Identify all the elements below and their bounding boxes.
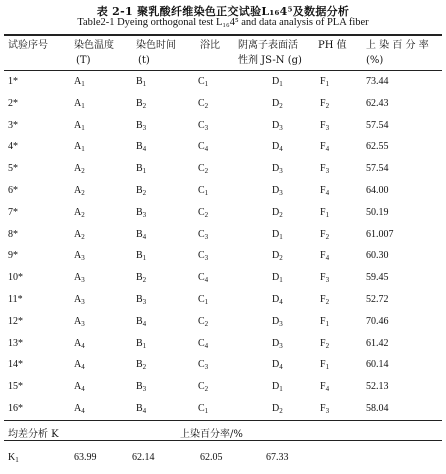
header-dye-time: 染色时间	[136, 40, 176, 51]
header-uptake: 上 染 百 分 率	[366, 40, 429, 51]
factor-a-level: $A_2$	[74, 207, 85, 219]
factor-f-level: $F_1$	[320, 359, 330, 371]
uptake-value: 62.43	[366, 98, 389, 109]
factor-b-level: $B_4$	[136, 141, 147, 153]
factor-a-level: $A_4$	[74, 381, 85, 393]
factor-f-level: $F_4$	[320, 250, 330, 262]
factor-a-level: $A_1$	[74, 76, 85, 88]
body-bottom-rule	[4, 420, 442, 421]
factor-d-level: $D_3$	[272, 338, 283, 350]
factor-a-level: $A_1$	[74, 98, 85, 110]
factor-b-level: $B_3$	[136, 381, 147, 393]
factor-f-level: $F_4$	[320, 141, 330, 153]
factor-b-level: $B_3$	[136, 207, 147, 219]
factor-c-level: $C_4$	[198, 272, 209, 284]
factor-d-level: $D_1$	[272, 381, 283, 393]
factor-d-level: $D_4$	[272, 141, 283, 153]
factor-f-level: $F_4$	[320, 381, 330, 393]
trial-number: 9*	[8, 250, 18, 261]
factor-d-level: $D_3$	[272, 163, 283, 175]
trial-number: 3*	[8, 120, 18, 131]
header-rule	[4, 70, 442, 71]
factor-f-level: $F_1$	[320, 316, 330, 328]
table-title-chinese: 表 2-1 聚乳酸纤维染色正交试验L₁₆4⁵及数据分析	[96, 5, 350, 18]
factor-c-level: $C_1$	[198, 294, 209, 306]
factor-c-level: $C_2$	[198, 316, 209, 328]
factor-a-level: $A_4$	[74, 359, 85, 371]
factor-d-level: $D_2$	[272, 403, 283, 415]
trial-number: 12*	[8, 316, 23, 327]
uptake-value: 70.46	[366, 316, 389, 327]
header-dye-time-symbol: (t)	[138, 55, 150, 66]
header-ph: PH 值	[318, 40, 347, 51]
factor-c-level: $C_3$	[198, 120, 209, 132]
k1-value: 67.33	[266, 452, 289, 463]
factor-f-level: $F_1$	[320, 76, 330, 88]
factor-c-level: $C_4$	[198, 141, 209, 153]
factor-c-level: $C_2$	[198, 98, 209, 110]
trial-number: 13*	[8, 338, 23, 349]
trial-number: 8*	[8, 229, 18, 240]
k1-value: 62.14	[132, 452, 155, 463]
factor-a-level: $A_2$	[74, 163, 85, 175]
factor-a-level: $A_3$	[74, 272, 85, 284]
uptake-value: 58.04	[366, 403, 389, 414]
factor-d-level: $D_1$	[272, 272, 283, 284]
uptake-value: 73.44	[366, 76, 389, 87]
header-liquor-ratio: 浴比	[200, 40, 220, 51]
factor-f-level: $F_3$	[320, 120, 330, 132]
top-rule	[4, 34, 442, 36]
factor-f-level: $F_2$	[320, 98, 330, 110]
k1-value: 62.05	[200, 452, 223, 463]
factor-d-level: $D_4$	[272, 359, 283, 371]
uptake-value: 61.42	[366, 338, 389, 349]
factor-d-level: $D_3$	[272, 185, 283, 197]
trial-number: 10*	[8, 272, 23, 283]
trial-number: 2*	[8, 98, 18, 109]
factor-d-level: $D_1$	[272, 229, 283, 241]
uptake-value: 60.14	[366, 359, 389, 370]
factor-a-level: $A_1$	[74, 120, 85, 132]
factor-c-level: $C_3$	[198, 359, 209, 371]
k1-value: 63.99	[74, 452, 97, 463]
factor-a-level: $A_3$	[74, 316, 85, 328]
trial-number: 4*	[8, 141, 18, 152]
factor-b-level: $B_1$	[136, 76, 147, 88]
trial-number: 7*	[8, 207, 18, 218]
uptake-value: 61.007	[366, 229, 394, 240]
factor-f-level: $F_3$	[320, 403, 330, 415]
header-surfactant-unit: 性剂 JS-N (g)	[238, 55, 302, 66]
factor-d-level: $D_3$	[272, 316, 283, 328]
factor-f-level: $F_1$	[320, 207, 330, 219]
factor-c-level: $C_2$	[198, 381, 209, 393]
factor-c-level: $C_1$	[198, 403, 209, 415]
factor-a-level: $A_2$	[74, 229, 85, 241]
factor-d-level: $D_1$	[272, 76, 283, 88]
factor-b-level: $B_2$	[136, 272, 147, 284]
factor-a-level: $A_3$	[74, 294, 85, 306]
trial-number: 14*	[8, 359, 23, 370]
range-analysis-label: 均差分析 K	[8, 429, 59, 440]
trial-number: 1*	[8, 76, 18, 87]
factor-b-level: $B_4$	[136, 316, 147, 328]
factor-b-level: $B_1$	[136, 338, 147, 350]
uptake-value: 59.45	[366, 272, 389, 283]
factor-f-level: $F_4$	[320, 185, 330, 197]
factor-a-level: $A_2$	[74, 185, 85, 197]
uptake-value: 57.54	[366, 120, 389, 131]
factor-d-level: $D_2$	[272, 98, 283, 110]
header-dye-temperature-symbol: (T)	[76, 55, 91, 66]
uptake-value: 57.54	[366, 163, 389, 174]
factor-b-level: $B_1$	[136, 250, 147, 262]
factor-b-level: $B_2$	[136, 185, 147, 197]
uptake-value: 60.30	[366, 250, 389, 261]
factor-b-level: $B_1$	[136, 163, 147, 175]
factor-f-level: $F_3$	[320, 163, 330, 175]
uptake-value: 52.72	[366, 294, 389, 305]
uptake-value: 52.13	[366, 381, 389, 392]
trial-number: 11*	[8, 294, 23, 305]
analysis-rule	[4, 440, 442, 441]
factor-f-level: $F_2$	[320, 338, 330, 350]
factor-b-level: $B_2$	[136, 359, 147, 371]
factor-d-level: $D_4$	[272, 294, 283, 306]
factor-f-level: $F_2$	[320, 229, 330, 241]
factor-d-level: $D_3$	[272, 120, 283, 132]
header-trial-no: 试验序号	[8, 40, 48, 51]
k1-label: $K_1$	[8, 452, 19, 464]
uptake-value: 50.19	[366, 207, 389, 218]
header-surfactant: 阴离子表面活	[238, 40, 298, 51]
trial-number: 5*	[8, 163, 18, 174]
uptake-value: 62.55	[366, 141, 389, 152]
factor-b-level: $B_3$	[136, 294, 147, 306]
factor-a-level: $A_4$	[74, 403, 85, 415]
factor-c-level: $C_3$	[198, 229, 209, 241]
factor-a-level: $A_3$	[74, 250, 85, 262]
trial-number: 15*	[8, 381, 23, 392]
uptake-value: 64.00	[366, 185, 389, 196]
header-uptake-unit: (%)	[366, 55, 384, 66]
uptake-percent-label: 上染百分率/%	[180, 429, 243, 440]
factor-c-level: $C_4$	[198, 338, 209, 350]
factor-c-level: $C_1$	[198, 76, 209, 88]
factor-a-level: $A_4$	[74, 338, 85, 350]
trial-number: 16*	[8, 403, 23, 414]
header-dye-temperature: 染色温度	[74, 40, 114, 51]
factor-f-level: $F_2$	[320, 294, 330, 306]
factor-c-level: $C_1$	[198, 185, 209, 197]
factor-a-level: $A_1$	[74, 141, 85, 153]
table-title-english: Table2-1 Dyeing orthogonal test L₁₆4⁵ and data analysis of PLA fiber	[77, 17, 369, 28]
factor-d-level: $D_2$	[272, 250, 283, 262]
trial-number: 6*	[8, 185, 18, 196]
factor-b-level: $B_2$	[136, 98, 147, 110]
factor-c-level: $C_2$	[198, 163, 209, 175]
factor-b-level: $B_3$	[136, 120, 147, 132]
factor-f-level: $F_3$	[320, 272, 330, 284]
factor-b-level: $B_4$	[136, 229, 147, 241]
factor-d-level: $D_2$	[272, 207, 283, 219]
factor-c-level: $C_3$	[198, 250, 209, 262]
factor-b-level: $B_4$	[136, 403, 147, 415]
factor-c-level: $C_2$	[198, 207, 209, 219]
